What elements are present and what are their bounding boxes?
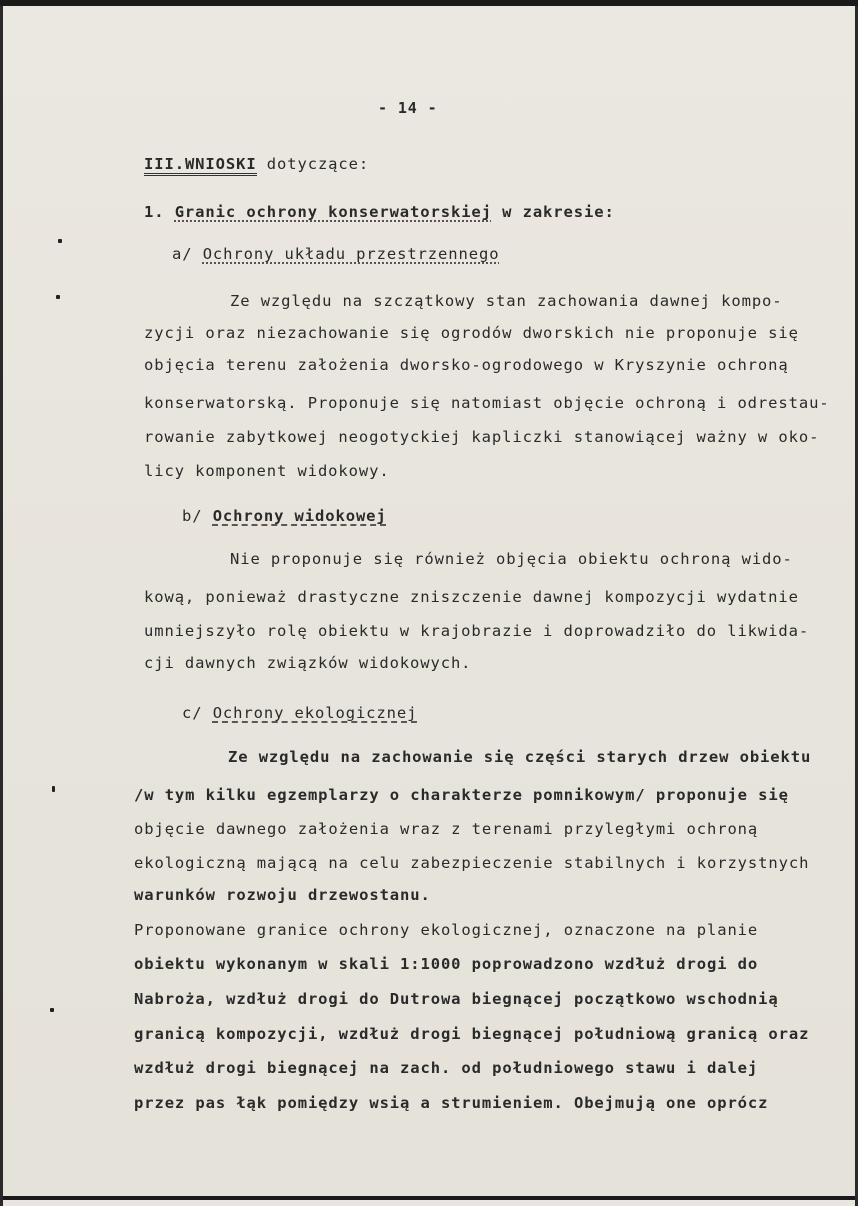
- sub-c-line: granicą kompozycji, wzdłuż drogi biegnącej południową granicą oraz: [134, 1025, 810, 1043]
- sub-c-line: ekologiczną mającą na celu zabezpieczenie stabilnych i korzystnych: [134, 854, 810, 872]
- sub-c-line: przez pas łąk pomiędzy wsią a strumieniem. Obejmują one oprócz: [134, 1094, 769, 1112]
- sub-c-line: /w tym kilku egzemplarzy o charakterze pomnikowym/ proponuje się: [134, 786, 789, 804]
- punch-mark: [52, 786, 55, 792]
- section-title: WNIOSKI: [185, 155, 257, 176]
- sub-c-line: Ze względu na zachowanie się części starych drzew obiektu: [228, 748, 812, 766]
- sub-c-line: wzdłuż drogi biegnącej na zach. od południowego stawu i dalej: [134, 1059, 759, 1077]
- sub-a-label: a/: [172, 245, 193, 263]
- sub-b-line: kową, ponieważ drastyczne zniszczenie dawnej kompozycji wydatnie: [144, 588, 799, 606]
- item-1-title: Granic ochrony konserwatorskiej: [174, 203, 492, 221]
- sub-a-line: Ze względu na szczątkowy stan zachowania dawnej kompo-: [230, 292, 783, 310]
- punch-mark: [56, 295, 60, 299]
- sub-a-line: licy komponent widokowy.: [144, 462, 390, 480]
- item-1-number: 1.: [144, 203, 165, 221]
- sub-a-line: zycji oraz niezachowanie się ogrodów dworskich nie proponuje się: [144, 324, 799, 342]
- sub-a-heading: [172, 244, 499, 264]
- scan-edge-left: [0, 6, 3, 1206]
- sub-c-line: warunków rozwoju drzewostanu.: [134, 886, 431, 904]
- sub-b-heading: [182, 506, 387, 526]
- sub-c-line: Nabroża, wzdłuż drogi do Dutrowa biegnącej początkowo wschodnią: [134, 990, 779, 1008]
- sub-b-title: Ochrony widokowej: [212, 507, 387, 525]
- sub-b-line: Nie proponuje się również objęcia obiektu ochroną wido-: [230, 550, 793, 568]
- sub-a-line: rowanie zabytkowej neogotyckiej kapliczki stanowiącej ważny w oko-: [144, 428, 820, 446]
- sub-b-line: umniejszyło rolę obiektu w krajobrazie i doprowadziło do likwida-: [144, 622, 810, 640]
- sub-a-line: objęcia terenu założenia dworsko-ogrodowego w Kryszynie ochroną: [144, 356, 789, 374]
- sub-a-title: Ochrony układu przestrzennego: [202, 245, 500, 263]
- sub-b-line: cji dawnych związków widokowych.: [144, 654, 472, 672]
- sub-c-heading: [182, 703, 417, 723]
- sub-a-line: konserwatorską. Proponuje się natomiast objęcie ochroną i odrestau-: [144, 394, 830, 412]
- sub-b-label: b/: [182, 507, 203, 525]
- sub-c-line: obiektu wykonanym w skali 1:1000 poprowadzono wzdłuż drogi do: [134, 955, 759, 973]
- section-heading: [144, 154, 369, 174]
- sub-c-title: Ochrony ekologicznej: [212, 704, 418, 722]
- item-1-heading: [144, 202, 615, 222]
- punch-mark: [50, 1008, 54, 1012]
- sub-c-line: objęcie dawnego założenia wraz z terenami przyległymi ochroną: [134, 820, 759, 838]
- sub-c-label: c/: [182, 704, 203, 722]
- punch-mark: [58, 239, 62, 243]
- item-1-rest: w zakresie:: [491, 203, 615, 221]
- page-number: - 14 -: [378, 99, 438, 117]
- section-rest: dotyczące:: [256, 155, 370, 173]
- section-roman: III.: [144, 155, 185, 176]
- sub-c-line: Proponowane granice ochrony ekologicznej, oznaczone na planie: [134, 921, 759, 939]
